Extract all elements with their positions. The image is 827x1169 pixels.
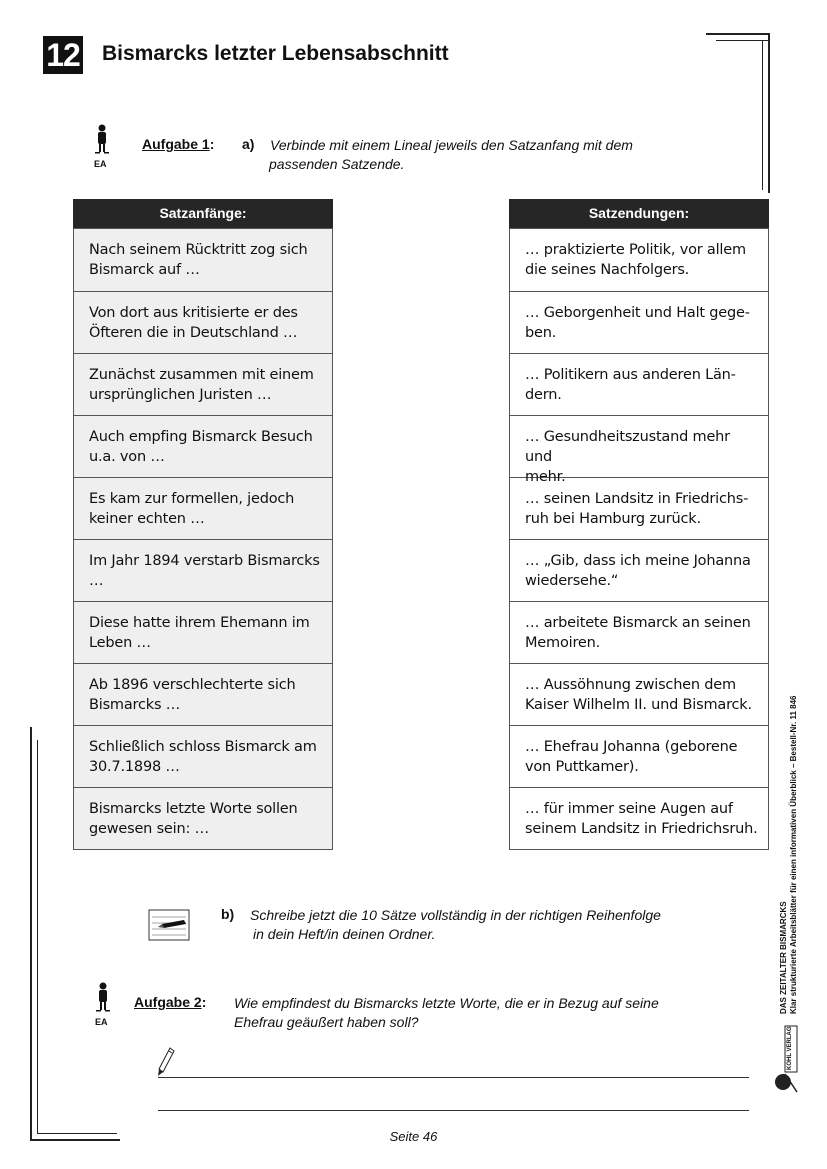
kohl-verlag-logo-icon bbox=[771, 1024, 801, 1094]
sentence-beginnings-table bbox=[73, 199, 333, 850]
answer-line-2[interactable] bbox=[158, 1110, 749, 1111]
task1-part-b-label: b) bbox=[221, 906, 235, 922]
sentence-ending-cell[interactable]: … „Gib, dass ich meine Johanna wiedersehe.“ bbox=[509, 540, 769, 602]
frame-left-vertical-inner bbox=[37, 740, 38, 1134]
ea-label: EA bbox=[94, 159, 107, 169]
sentence-endings-table bbox=[509, 199, 769, 850]
sentence-beginning-cell[interactable]: Von dort aus kritisierte er des Öfteren die in Deutschland … bbox=[73, 292, 333, 354]
sentence-ending-cell[interactable]: … arbeitete Bismarck an seinen Memoiren. bbox=[509, 602, 769, 664]
task1-part-a-label: a) bbox=[242, 136, 255, 152]
individual-work-icon bbox=[92, 124, 112, 160]
sentence-beginning-cell[interactable]: Diese hatte ihrem Ehemann im Leben … bbox=[73, 602, 333, 664]
task1-part-a-line2: passenden Satzende. bbox=[269, 156, 405, 172]
page-number: Seite 46 bbox=[389, 1129, 438, 1144]
task1-part-b-line2: in dein Heft/in deinen Ordner. bbox=[253, 926, 436, 942]
notebook-writing-icon bbox=[148, 909, 190, 946]
worksheet-number: 12 bbox=[43, 36, 83, 74]
page-title: Bismarcks letzter Lebensabschnitt bbox=[102, 42, 449, 65]
sentence-beginning-cell[interactable]: Schließlich schloss Bismarck am 30.7.1898 … bbox=[73, 726, 333, 788]
publisher-name: KOHL VERLAG bbox=[787, 1026, 793, 1070]
task2-label: Aufgabe 2 bbox=[134, 994, 202, 1010]
task1-part-a-line1: Verbinde mit einem Lineal jeweils den Satzanfang mit dem bbox=[270, 137, 633, 153]
sentence-endings-header: Satzendungen: bbox=[509, 199, 769, 228]
sentence-ending-cell[interactable]: … seinen Landsitz in Friedrichs- ruh bei Hamburg zurück. bbox=[509, 478, 769, 540]
sentence-ending-cell[interactable]: … Ehefrau Johanna (geborene von Puttkamer). bbox=[509, 726, 769, 788]
sentence-beginning-cell[interactable]: Es kam zur formellen, jedoch keiner echten … bbox=[73, 478, 333, 540]
individual-work-icon-2 bbox=[93, 982, 113, 1018]
sentence-ending-cell[interactable]: … praktizierte Politik, vor allem die seines Nachfolgers. bbox=[509, 229, 769, 292]
person-icon bbox=[93, 982, 113, 1016]
frame-right-vertical bbox=[768, 33, 770, 193]
sentence-ending-cell[interactable]: … für immer seine Augen auf seinem Landsitz in Friedrichsruh. bbox=[509, 788, 769, 850]
sentence-beginnings-body bbox=[73, 228, 333, 850]
sentence-beginning-cell[interactable]: Zunächst zusammen mit einem ursprünglichen Juristen … bbox=[73, 354, 333, 416]
task1-part-b-line1: Schreibe jetzt die 10 Sätze vollständig in der richtigen Reihenfolge bbox=[250, 907, 661, 923]
sidebar-series-title: DAS ZEITALTER BISMARCKS bbox=[779, 901, 788, 1014]
frame-left-vertical bbox=[30, 727, 32, 1141]
task1-colon: : bbox=[209, 136, 215, 152]
sentence-beginning-cell[interactable]: Auch empfing Bismarck Besuch u.a. von … bbox=[73, 416, 333, 478]
ea-label-2: EA bbox=[95, 1017, 108, 1027]
task1-heading bbox=[142, 136, 214, 154]
task1-label: Aufgabe 1 bbox=[142, 136, 210, 152]
frame-top-horizontal bbox=[706, 33, 770, 35]
sentence-ending-cell[interactable]: … Politikern aus anderen Län- dern. bbox=[509, 354, 769, 416]
notebook-pen-icon bbox=[148, 909, 190, 941]
sentence-beginnings-header: Satzanfänge: bbox=[73, 199, 333, 228]
sentence-ending-cell[interactable]: … Gesundheitszustand mehr und mehr. bbox=[509, 416, 769, 478]
sentence-ending-cell[interactable]: … Geborgenheit und Halt gege- ben. bbox=[509, 292, 769, 354]
answer-line-1[interactable] bbox=[158, 1077, 749, 1078]
sentence-beginning-cell[interactable]: Nach seinem Rücktritt zog sich Bismarck auf … bbox=[73, 229, 333, 292]
sentence-endings-body bbox=[509, 228, 769, 850]
task2-colon: : bbox=[201, 994, 207, 1010]
publisher-logo bbox=[771, 1024, 801, 1094]
person-icon bbox=[92, 124, 112, 158]
task2-heading bbox=[134, 994, 206, 1012]
pencil-icon-svg bbox=[156, 1046, 176, 1078]
sentence-beginning-cell[interactable]: Ab 1896 verschlechterte sich Bismarcks … bbox=[73, 664, 333, 726]
task2-question-line2: Ehefrau geäußert haben soll? bbox=[234, 1014, 419, 1030]
sidebar-subtitle: Klar strukturierte Arbeitsblätter für einen informativen Überblick – Bestell-Nr. 11 846 bbox=[789, 695, 798, 1014]
sentence-ending-cell[interactable]: … Aussöhnung zwischen dem Kaiser Wilhelm II. und Bismarck. bbox=[509, 664, 769, 726]
sentence-beginning-cell[interactable]: Im Jahr 1894 verstarb Bismarcks … bbox=[73, 540, 333, 602]
task2-question-line1: Wie empfindest du Bismarcks letzte Worte, die er in Bezug auf seine bbox=[234, 995, 659, 1011]
frame-right-vertical-inner bbox=[762, 40, 763, 190]
sentence-beginning-cell[interactable]: Bismarcks letzte Worte sollen gewesen sein: … bbox=[73, 788, 333, 850]
